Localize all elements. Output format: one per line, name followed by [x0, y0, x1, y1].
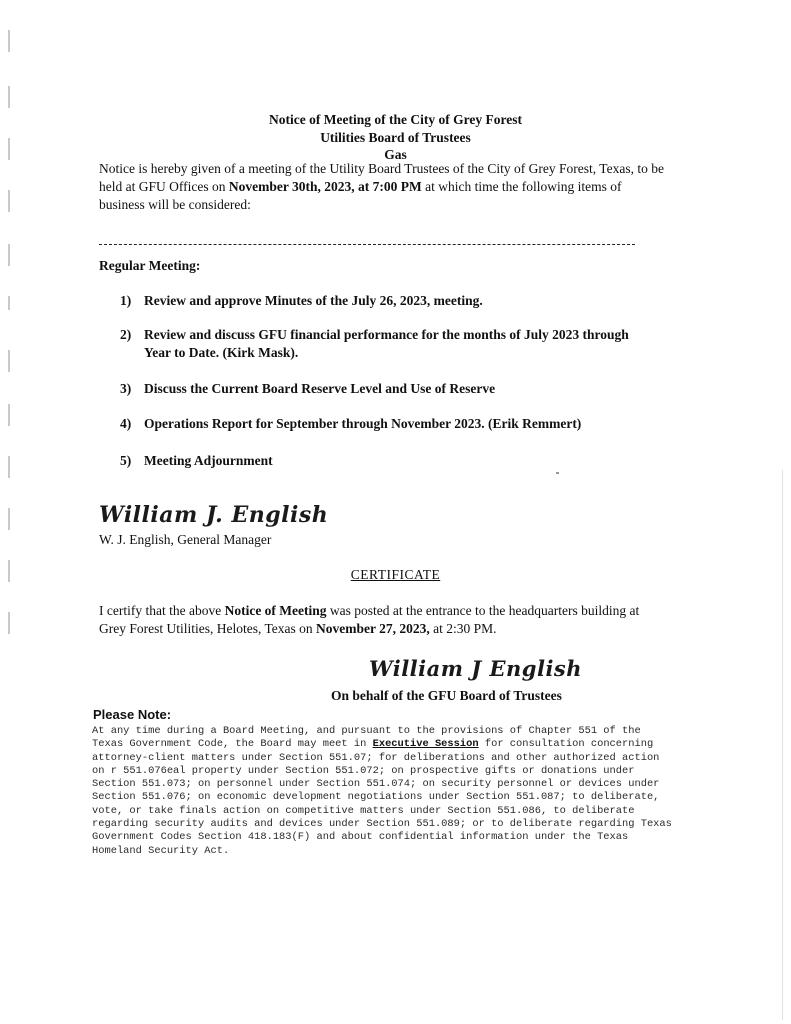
- agenda-text: Review and approve Minutes of the July 26, 2023, meeting.: [144, 293, 483, 308]
- scan-mark: [8, 508, 10, 530]
- cert-text: was posted at the entrance to the headquarters building at Grey Forest Utilities, Helotes, Texas on: [99, 603, 640, 636]
- certificate-heading: CERTIFICATE: [350, 567, 441, 582]
- scan-mark: [8, 30, 10, 52]
- note-text: At any time during a Board Meeting, and pursuant to the provisions of Chapter 551 of the Texas Government Code, the Board may meet in: [92, 725, 641, 751]
- cert-text: I certify that the above: [99, 603, 225, 618]
- intro-paragraph: [99, 160, 669, 214]
- utility-type: Gas: [384, 147, 407, 162]
- scan-speck: [556, 472, 559, 474]
- behalf-line: On behalf of the GFU Board of Trustees: [331, 688, 562, 703]
- scan-mark: [8, 456, 10, 478]
- signer-name: W. J. English, General Manager: [99, 532, 272, 547]
- signature-image: William J. English: [99, 502, 329, 528]
- agenda-number: 3): [120, 381, 132, 396]
- agenda-number: 1): [120, 293, 132, 308]
- scan-edge: [782, 470, 783, 1020]
- cert-text: at 2:30 PM.: [429, 621, 497, 636]
- certificate-paragraph: [99, 602, 659, 638]
- scan-mark: [8, 296, 10, 310]
- signature-image: William J English: [369, 656, 583, 681]
- scan-mark: [8, 350, 10, 372]
- agenda-number: 5): [120, 453, 132, 468]
- scan-mark: [8, 244, 10, 266]
- cert-notice-bold: Notice of Meeting: [224, 603, 327, 618]
- agenda-text: Operations Report for September through November 2023. (Erik Remmert): [144, 416, 582, 431]
- agenda-text: Discuss the Current Board Reserve Level and Use of Reserve: [144, 381, 496, 396]
- note-paragraph: [92, 725, 672, 858]
- scan-mark: [8, 612, 10, 634]
- section-heading: Regular Meeting:: [99, 258, 201, 273]
- agenda-text: Review and discuss GFU financial performance for the months of July 2023 through Year to Date. (Kirk Mask).: [144, 327, 629, 360]
- scan-mark: [8, 86, 10, 108]
- agenda-number: 2): [120, 327, 132, 342]
- agenda-text: Meeting Adjournment: [144, 453, 273, 468]
- intro-text: Notice is hereby given of a meeting of the Utility Board Trustees of the City of Grey Forest, Texas, to be held at GFU Offices on: [99, 161, 664, 194]
- notice-title: Notice of Meeting of the City of Grey Forest: [269, 112, 522, 127]
- intro-text-end: at which time the following items of business will be considered:: [99, 179, 622, 212]
- scan-mark: [8, 404, 10, 426]
- executive-session: Executive Session: [372, 738, 479, 751]
- agenda-number: 4): [120, 416, 132, 431]
- separator-line: [99, 244, 635, 245]
- note-text: for consultation concerning attorney-client matters under Section 551.07; for deliberations and other authorized action on r 551.076eal property under Section 551.072; on prospective gifts or donations under Section 551.073; on personnel under Section 551.074; on security personnel or devices under Section 551.076; on economic development negotiations under Section 551.087; to deliberate, vote, or take finals action on competitive matters under Section 551.086, to deliberate regarding security audits and devices under Section 551.089; or to deliberate regarding Texas Government Codes Section 418.183(F) and about confidential information under the Texas Homeland Security Act.: [92, 738, 672, 857]
- board-title: Utilities Board of Trustees: [320, 130, 471, 145]
- posted-date: November 27, 2023,: [316, 621, 430, 636]
- note-heading: Please Note:: [93, 707, 172, 722]
- scan-mark: [8, 190, 10, 212]
- meeting-date: November 30th, 2023, at 7:00 PM: [228, 179, 422, 194]
